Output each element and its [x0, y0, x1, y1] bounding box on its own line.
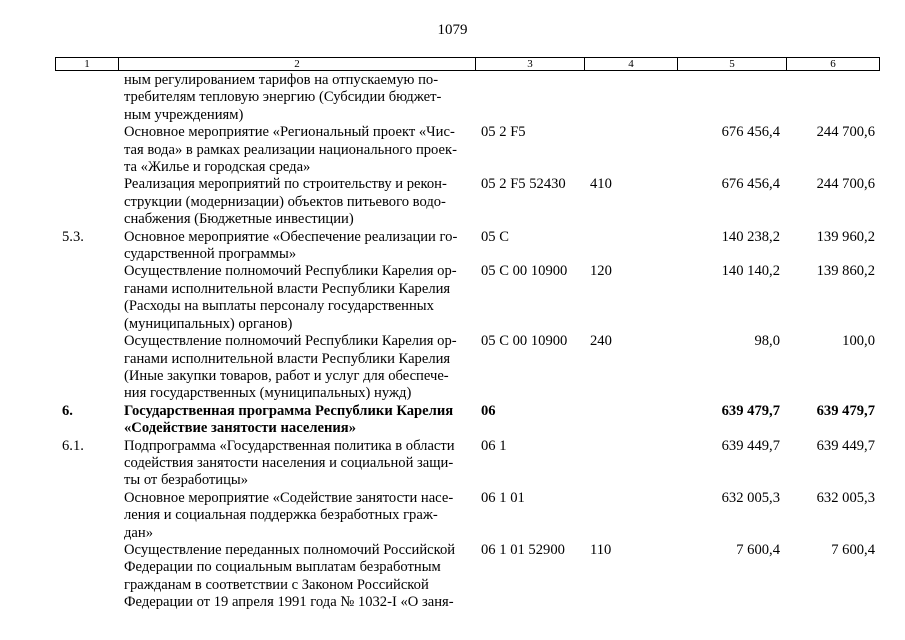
row-value-2: 639 449,7 [816, 437, 875, 454]
table-header [55, 57, 880, 71]
header-col-6: 6 [786, 58, 880, 70]
table-row [55, 403, 880, 438]
row-name: Основное мероприятие «Обеспечение реализации го- сударственной программы» [124, 228, 458, 263]
table-row [55, 72, 880, 124]
row-code: 06 1 01 [481, 489, 525, 506]
row-type [584, 403, 677, 438]
row-number [55, 333, 118, 403]
row-value-1: 7 600,4 [736, 541, 780, 558]
table-row [55, 333, 880, 403]
row-name: Осуществление полномочий Республики Карелия ор- ганами исполнительной власти Республики Карелия (Иные закупки товаров, работ и услуг для обеспече- ния государственных (муниципальных) нужд) [124, 333, 457, 402]
row-value-1: 140 140,2 [721, 263, 780, 280]
row-name: Осуществление переданных полномочий Российской Федерации по социальным выплатам безработным гражданам в соответствии с Законом Российской Федерации от 19 апреля 1991 года № 1032-I «О заня- [124, 541, 456, 611]
row-value-1: 676 456,4 [721, 176, 780, 193]
row-type [584, 438, 677, 490]
row-type [584, 490, 677, 542]
row-value-2: 639 479,7 [816, 402, 875, 419]
table-row [55, 176, 880, 228]
row-number [55, 263, 118, 333]
table-body [55, 72, 880, 612]
table-row [55, 542, 880, 612]
row-name: Подпрограмма «Государственная политика в области содействия занятости населения и социальной защи- ты от безработицы» [124, 437, 455, 489]
row-value-1: 98,0 [754, 333, 780, 350]
table-row [55, 124, 880, 176]
row-value-2: 244 700,6 [816, 176, 875, 193]
row-code: 06 [481, 402, 496, 419]
row-type: 240 [590, 333, 612, 350]
row-number: 5.3. [62, 228, 84, 245]
row-value-2: 139 960,2 [816, 228, 875, 245]
row-number [55, 542, 118, 612]
header-col-5: 5 [677, 58, 786, 70]
row-name: Реализация мероприятий по строительству и рекон- струкции (модернизации) объектов питьевого водо- снабжения (Бюджетные инвестиции) [124, 176, 447, 228]
row-code: 06 1 [481, 437, 507, 454]
row-number [55, 176, 118, 228]
row-number [55, 124, 118, 176]
table-row [55, 229, 880, 264]
row-value-1: 676 456,4 [721, 124, 780, 141]
row-type: 410 [590, 176, 612, 193]
row-value-1: 632 005,3 [721, 489, 780, 506]
row-code: 05 С [481, 228, 509, 245]
header-col-2: 2 [118, 58, 475, 70]
header-col-3: 3 [475, 58, 584, 70]
row-name: ным регулированием тарифов на отпускаемую по- требителям тепловую энергию (Субсидии бюджет- ным учреждениям) [124, 72, 442, 123]
row-code: 05 2 F5 52430 [481, 176, 566, 193]
row-code: 06 1 01 52900 [481, 541, 565, 558]
row-name: Основное мероприятие «Содействие занятости насе- ления и социальная поддержка безработных граж- дан» [124, 489, 454, 541]
row-name: Осуществление полномочий Республики Карелия ор- ганами исполнительной власти Республики Карелия (Расходы на выплаты персоналу государственных (муниципальных) органов) [124, 263, 457, 332]
row-type: 110 [590, 541, 612, 558]
header-col-1: 1 [55, 58, 118, 70]
row-name: Основное мероприятие «Региональный проект «Чис- тая вода» в рамках реализации национального проек- та «Жилье и городская среда» [124, 124, 457, 176]
row-code: 05 С 00 10900 [481, 333, 568, 350]
row-code [475, 72, 584, 124]
row-value-2: 244 700,6 [816, 124, 875, 141]
header-col-4: 4 [584, 58, 677, 70]
row-value-2: 139 860,2 [816, 263, 875, 280]
row-code: 05 С 00 10900 [481, 263, 568, 280]
row-value-2 [786, 72, 880, 124]
row-type [584, 72, 677, 124]
table-row [55, 490, 880, 542]
row-value-2: 7 600,4 [831, 541, 875, 558]
row-type: 120 [590, 263, 612, 280]
row-value-1: 639 479,7 [721, 402, 780, 419]
row-number [55, 490, 118, 542]
row-code: 05 2 F5 [481, 124, 526, 141]
row-number: 6. [62, 402, 73, 419]
row-value-1: 639 449,7 [721, 437, 780, 454]
row-name: Государственная программа Республики Карелия «Содействие занятости населения» [124, 402, 454, 437]
row-number: 6.1. [62, 437, 84, 454]
row-value-1 [677, 72, 786, 124]
table-row [55, 263, 880, 333]
page-number: 1079 [437, 22, 468, 38]
row-type [584, 229, 677, 264]
row-value-2: 100,0 [842, 333, 875, 350]
row-number [55, 72, 118, 124]
row-type [584, 124, 677, 176]
table-row [55, 438, 880, 490]
row-value-1: 140 238,2 [721, 228, 780, 245]
row-value-2: 632 005,3 [816, 489, 875, 506]
